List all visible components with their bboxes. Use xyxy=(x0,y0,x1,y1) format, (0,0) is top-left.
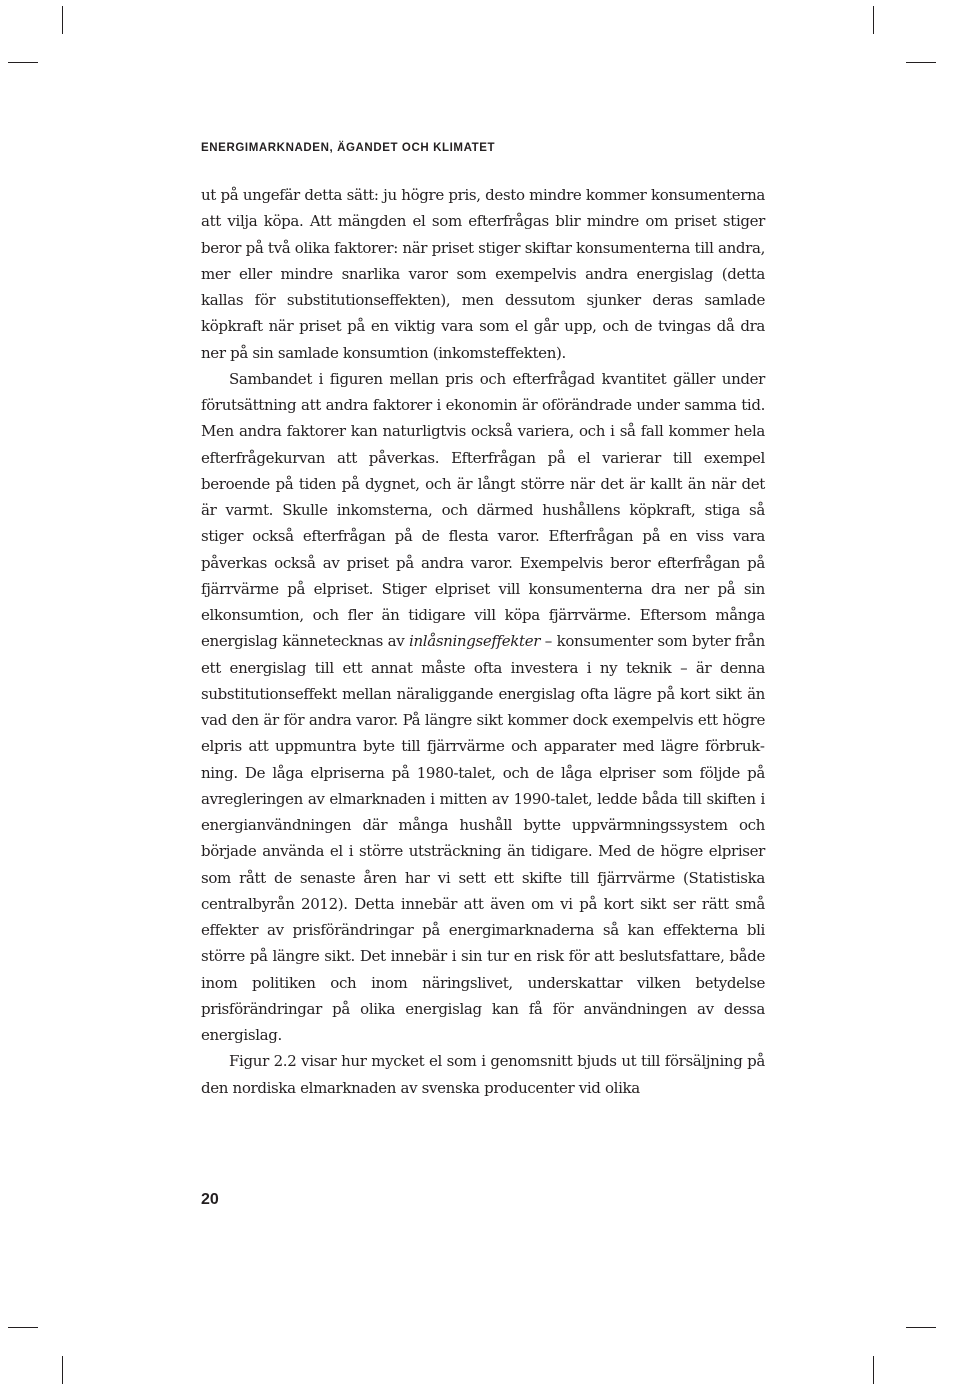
crop-mark xyxy=(906,1327,936,1328)
crop-mark xyxy=(8,1327,38,1328)
paragraph-2-text-b: – konsumenter som byter från ett energislag till ett annat måste ofta investera i ny teknik – är denna substitutionseffekt mellan näraliggande energislag ofta lägre på kort sikt än vad den är för andra varor. På längre sikt kommer dock exempelvis ett högre elpris att uppmuntra byte till fjärrvärme och apparater med lägre förbrukning. De låga elpriserna på 1980-talet, och de låga elpriser som följde på avregleringen av elmarknaden i mitten av 1990-talet, ledde båda till skiften i energianvändningen där många hushåll bytte uppvärmningssystem och började använda el i större utsträckning än tidigare. Med de högre elpriser som rått de senaste åren har vi sett ett skifte till fjärrvärme (Statistiska centralbyrån 2012). Detta innebär att även om vi på kort sikt ser rätt små effekter av prisförändringar på energimarknaderna så kan effekterna bli större på längre sikt. Det innebär i sin tur en risk för att beslutsfattare, både inom politiken och inom näringslivet, underskattar vilken betydelse prisförändringar på olika energislag kan få för användningen av dessa energislag. xyxy=(201,632,765,1044)
running-head: ENERGIMARKNADEN, ÄGANDET OCH KLIMATET xyxy=(201,142,496,154)
crop-mark xyxy=(62,1356,63,1384)
crop-mark xyxy=(906,62,936,63)
paragraph-2-italic-term: inlåsningseffekter xyxy=(409,632,541,651)
paragraph-1: ut på ungefär detta sätt: ju högre pris, desto mindre kommer konsumenterna att vilja köpa. Att mängden el som efterfrågas blir mindre om priset stiger beror på två olika faktorer: när priset stiger skiftar konsumenterna till andra, mer eller mindre snarlika varor som exempelvis andra energislag (detta kallas för substitutionseffekten), men dessutom sjunker deras samlade köpkraft när priset på en viktig vara som el går upp, och de tvingas då dra ner på sin samlade konsumtion (inkomsteffekten). xyxy=(201,186,765,362)
paragraph-3: Figur 2.2 visar hur mycket el som i genomsnitt bjuds ut till försäljning på den nordiska elmarknaden av svenska producenter vid olika xyxy=(201,1052,765,1097)
crop-mark xyxy=(873,6,874,34)
body-text xyxy=(201,182,765,1101)
paragraph-2 xyxy=(201,366,765,1049)
paragraph-2-text-a: Sambandet i figuren mellan pris och efterfrågad kvantitet gäller under förutsättning att andra faktorer i ekonomin är oförändrade under samma tid. Men andra faktorer kan naturligtvis också variera, och i så fall kommer hela efterfrågekurvan att påverkas. Efterfrågan på el varierar till exempel beroende på tiden på dygnet, och är långt större när det är kallt än när det är varmt. Skulle inkomsterna, och därmed hushållens köpkraft, stiga så stiger också efterfrågan på de flesta varor. Efterfrågan på en viss vara påverkas också av priset på andra varor. Exempelvis beror efterfrågan på fjärrvärme på elpriset. Stiger elpriset vill konsumenterna dra ner på sin elkonsumtion, och fler än tidigare vill köpa fjärrvärme. Eftersom många energislag kännetecknas av xyxy=(201,369,765,651)
crop-mark xyxy=(8,62,38,63)
crop-mark xyxy=(873,1356,874,1384)
crop-mark xyxy=(62,6,63,34)
page-number: 20 xyxy=(201,1191,219,1208)
